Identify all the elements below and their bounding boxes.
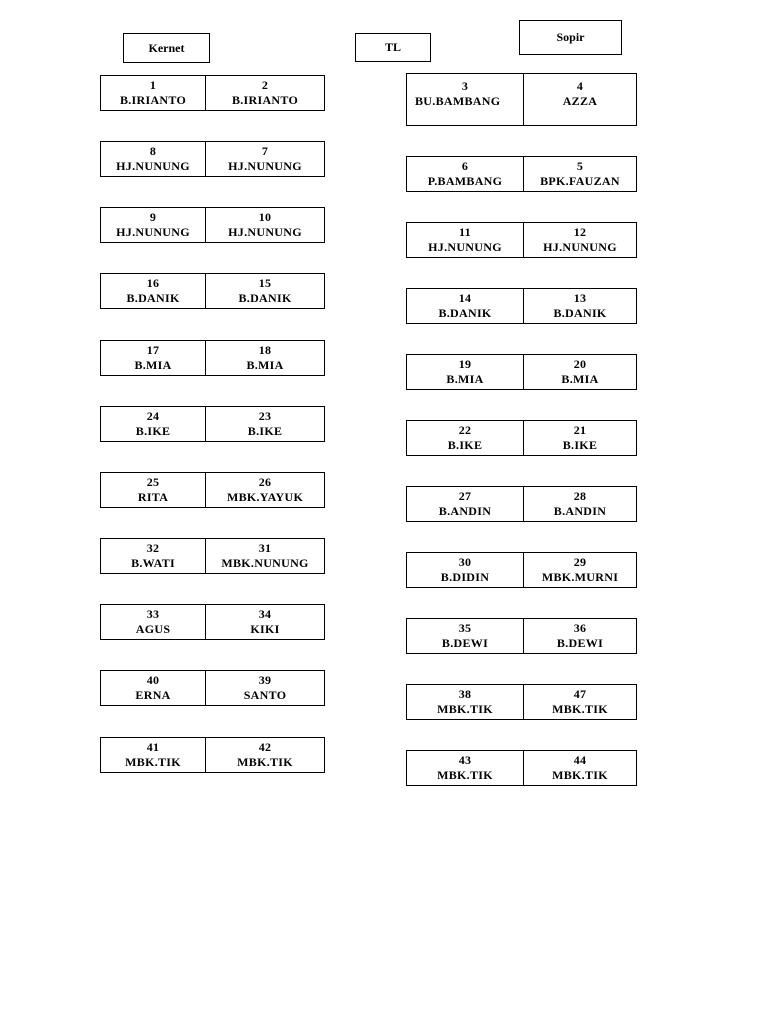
seat-cell — [205, 738, 324, 772]
seat-passenger-name: B.DIDIN — [440, 570, 490, 584]
seat-cell — [407, 157, 523, 191]
seat-passenger-name: MBK.TIK — [125, 755, 181, 769]
seat-cell — [101, 274, 205, 308]
seat-row — [100, 273, 325, 309]
seat-cell — [101, 671, 205, 705]
seat-cell — [407, 355, 523, 389]
seat-number: 13 — [573, 291, 587, 305]
seat-passenger-name: HJ.NUNUNG — [543, 240, 617, 254]
seat-cell — [407, 421, 523, 455]
seat-passenger-name: AZZA — [562, 94, 598, 108]
seat-passenger-name: MBK.TIK — [437, 768, 493, 782]
seat-row — [406, 618, 637, 654]
seat-row — [406, 222, 637, 258]
seat-passenger-name: MBK.TIK — [437, 702, 493, 716]
seat-row — [406, 354, 637, 390]
seat-passenger-name: B.MIA — [561, 372, 599, 386]
seat-passenger-name: HJ.NUNUNG — [116, 159, 190, 173]
seat-passenger-name: AGUS — [135, 622, 171, 636]
seat-number: 1 — [149, 78, 157, 92]
seat-number: 39 — [258, 673, 272, 687]
seat-cell — [523, 355, 636, 389]
seat-row — [100, 737, 325, 773]
seat-number: 33 — [146, 607, 160, 621]
seat-passenger-name: MBK.MURNI — [541, 570, 619, 584]
seat-passenger-name: B.MIA — [446, 372, 484, 386]
seat-number: 31 — [258, 541, 272, 555]
seat-cell — [205, 208, 324, 242]
seat-passenger-name: MBK.YAYUK — [226, 490, 304, 504]
seat-row — [100, 472, 325, 508]
seat-row — [406, 420, 637, 456]
seat-number: 17 — [146, 343, 160, 357]
seat-passenger-name: BU.BAMBANG — [415, 94, 501, 108]
seat-number: 7 — [261, 144, 269, 158]
seat-row — [100, 340, 325, 376]
seat-row — [100, 207, 325, 243]
seat-number: 43 — [458, 753, 472, 767]
seat-passenger-name: HJ.NUNUNG — [116, 225, 190, 239]
seat-cell — [205, 473, 324, 507]
seat-row — [100, 406, 325, 442]
seat-number: 2 — [261, 78, 269, 92]
seat-passenger-name: B.IRIANTO — [119, 93, 187, 107]
seat-number: 16 — [146, 276, 160, 290]
seat-passenger-name: B.DANIK — [438, 306, 492, 320]
seat-number: 34 — [258, 607, 272, 621]
seat-passenger-name: B.IKE — [447, 438, 483, 452]
seat-passenger-name: B.DANIK — [238, 291, 292, 305]
seat-row — [406, 486, 637, 522]
seat-number: 22 — [458, 423, 472, 437]
seat-passenger-name: B.IKE — [247, 424, 283, 438]
seat-passenger-name: B.DANIK — [126, 291, 180, 305]
seat-row — [406, 552, 637, 588]
seat-cell — [205, 539, 324, 573]
seat-cell — [205, 142, 324, 176]
seat-passenger-name: B.ANDIN — [438, 504, 492, 518]
seat-cell — [101, 539, 205, 573]
seat-passenger-name: B.MIA — [134, 358, 172, 372]
seat-number: 38 — [458, 687, 472, 701]
seat-cell — [523, 751, 636, 785]
seat-row — [406, 156, 637, 192]
seat-number: 4 — [576, 79, 584, 93]
seat-row — [100, 75, 325, 111]
seat-row — [406, 73, 637, 126]
seat-passenger-name: B.DEWI — [441, 636, 489, 650]
seat-cell — [205, 407, 324, 441]
seat-passenger-name: B.IKE — [562, 438, 598, 452]
seat-cell — [523, 553, 636, 587]
seat-cell — [101, 605, 205, 639]
seat-cell — [407, 553, 523, 587]
seat-passenger-name: ERNA — [135, 688, 171, 702]
seat-number: 3 — [461, 79, 469, 93]
seat-number: 41 — [146, 740, 160, 754]
seat-cell — [205, 76, 324, 110]
seat-cell — [523, 223, 636, 257]
seat-row — [406, 750, 637, 786]
seat-cell — [407, 223, 523, 257]
seat-cell — [523, 487, 636, 521]
seat-cell — [407, 751, 523, 785]
sopir-label: Sopir — [519, 20, 622, 55]
seat-cell — [205, 274, 324, 308]
seat-cell — [101, 142, 205, 176]
seat-passenger-name: MBK.TIK — [237, 755, 293, 769]
seat-number: 5 — [576, 159, 584, 173]
seat-number: 15 — [258, 276, 272, 290]
seat-number: 18 — [258, 343, 272, 357]
seat-passenger-name: MBK.TIK — [552, 702, 608, 716]
seat-number: 30 — [458, 555, 472, 569]
seat-number: 9 — [149, 210, 157, 224]
seat-cell — [523, 685, 636, 719]
seat-passenger-name: KIKI — [250, 622, 280, 636]
seat-passenger-name: B.WATI — [131, 556, 175, 570]
seat-row — [100, 538, 325, 574]
seat-number: 28 — [573, 489, 587, 503]
seat-number: 26 — [258, 475, 272, 489]
seat-passenger-name: HJ.NUNUNG — [428, 240, 502, 254]
seat-number: 10 — [258, 210, 272, 224]
seat-passenger-name: RITA — [137, 490, 169, 504]
seat-number: 44 — [573, 753, 587, 767]
seat-passenger-name: B.IKE — [135, 424, 171, 438]
seat-cell — [205, 671, 324, 705]
seat-number: 42 — [258, 740, 272, 754]
seat-number: 35 — [458, 621, 472, 635]
seat-passenger-name: MBK.TIK — [552, 768, 608, 782]
seat-cell — [407, 74, 523, 125]
seat-passenger-name: B.ANDIN — [553, 504, 607, 518]
seat-cell — [205, 341, 324, 375]
seat-cell — [407, 289, 523, 323]
seat-number: 47 — [573, 687, 587, 701]
seat-number: 11 — [459, 225, 471, 239]
seat-number: 12 — [573, 225, 587, 239]
seat-row — [100, 604, 325, 640]
seat-passenger-name: SANTO — [243, 688, 287, 702]
seat-number: 21 — [573, 423, 587, 437]
seat-cell — [101, 208, 205, 242]
seat-cell — [205, 605, 324, 639]
seat-number: 23 — [258, 409, 272, 423]
seat-cell — [523, 157, 636, 191]
seat-number: 32 — [146, 541, 160, 555]
seat-passenger-name: MBK.NUNUNG — [221, 556, 309, 570]
seat-number: 20 — [573, 357, 587, 371]
seat-row — [406, 288, 637, 324]
seat-number: 25 — [146, 475, 160, 489]
seat-number: 6 — [461, 159, 469, 173]
seat-cell — [407, 619, 523, 653]
seat-cell — [407, 487, 523, 521]
seat-passenger-name: BPK.FAUZAN — [540, 174, 620, 188]
seat-passenger-name: B.DEWI — [556, 636, 604, 650]
seat-cell — [523, 74, 636, 125]
seat-passenger-name: P.BAMBANG — [427, 174, 503, 188]
seat-passenger-name: B.MIA — [246, 358, 284, 372]
seat-number: 24 — [146, 409, 160, 423]
seat-row — [100, 670, 325, 706]
seat-passenger-name: B.DANIK — [553, 306, 607, 320]
seat-number: 36 — [573, 621, 587, 635]
seat-cell — [101, 341, 205, 375]
seat-cell — [101, 738, 205, 772]
seat-passenger-name: HJ.NUNUNG — [228, 159, 302, 173]
seat-cell — [101, 407, 205, 441]
seat-cell — [101, 76, 205, 110]
seat-row — [100, 141, 325, 177]
seat-cell — [523, 289, 636, 323]
seat-passenger-name: B.IRIANTO — [231, 93, 299, 107]
seat-number: 40 — [146, 673, 160, 687]
seat-cell — [101, 473, 205, 507]
seat-number: 29 — [573, 555, 587, 569]
seat-cell — [523, 421, 636, 455]
seat-number: 27 — [458, 489, 472, 503]
tl-label: TL — [355, 33, 431, 62]
seat-number: 19 — [458, 357, 472, 371]
seat-number: 14 — [458, 291, 472, 305]
seat-cell — [407, 685, 523, 719]
seat-cell — [523, 619, 636, 653]
seat-row — [406, 684, 637, 720]
kernet-label: Kernet — [123, 33, 210, 63]
seat-number: 8 — [149, 144, 157, 158]
seat-passenger-name: HJ.NUNUNG — [228, 225, 302, 239]
